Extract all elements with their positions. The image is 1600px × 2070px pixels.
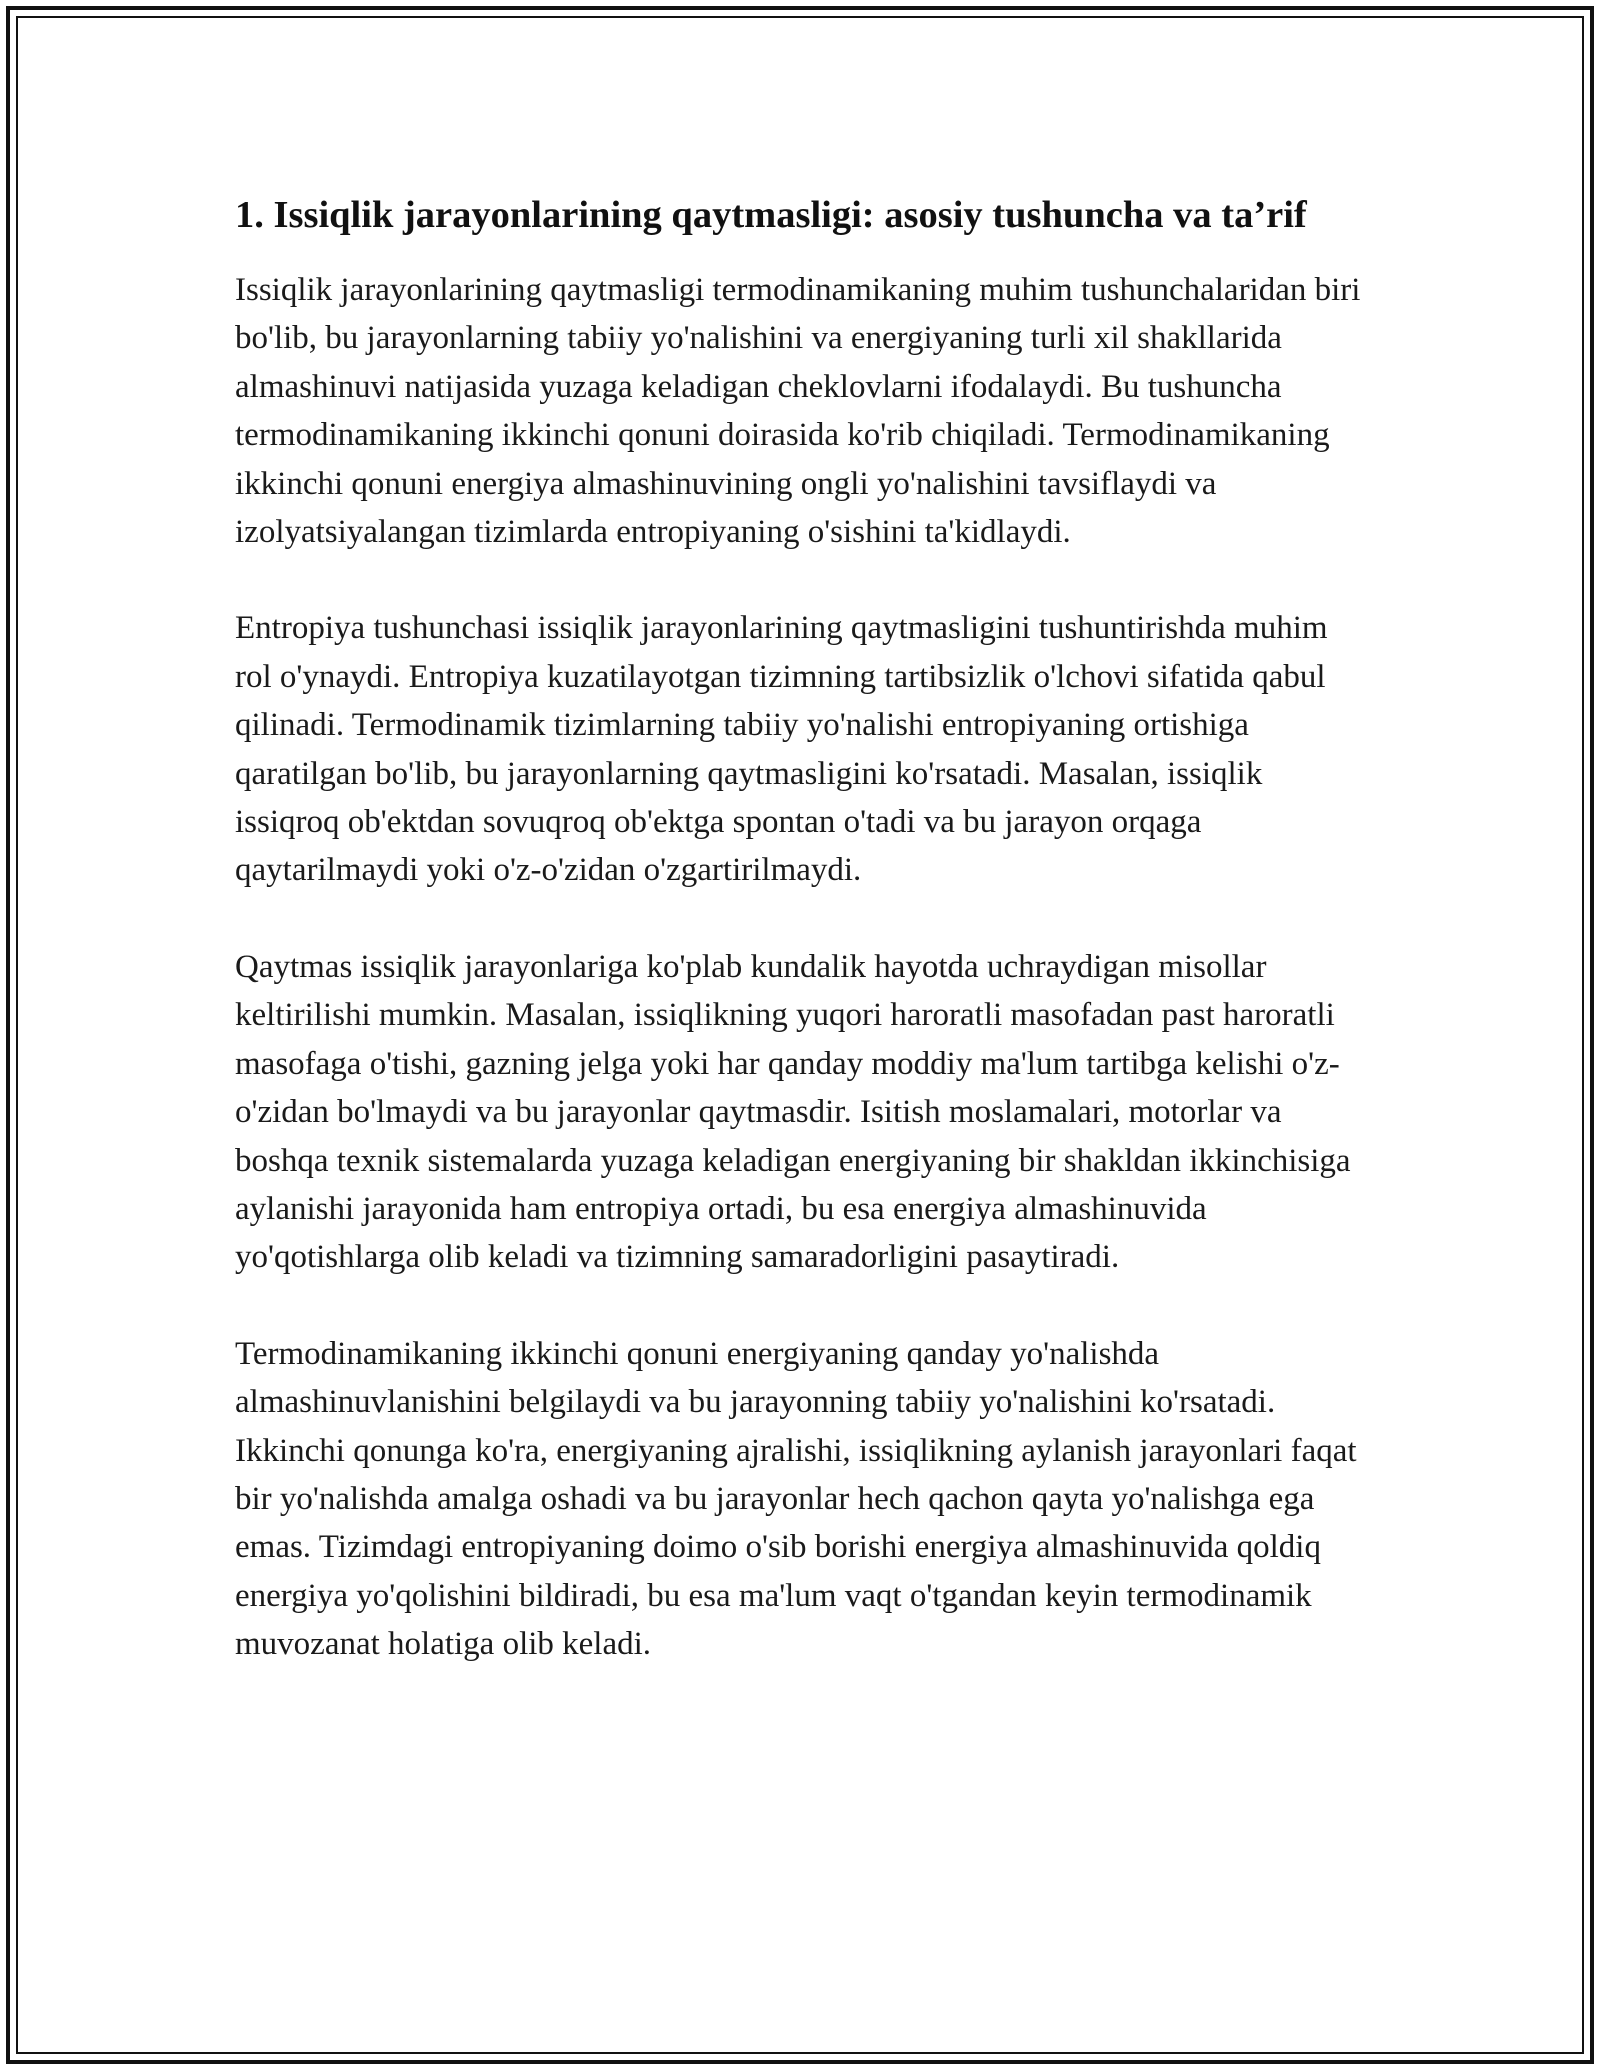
paragraph-4: Termodinamikaning ikkinchi qonuni energiyaning qanday yo'nalishda almashinuvlanishini belgilaydi va bu jarayonning tabiiy yo'nalishini ko'rsatadi. Ikkinchi qonunga ko'ra, energiyaning ajralishi, issiqlikning aylanish jarayonlari faqat bir yo'nalishda amalga oshadi va bu jarayonlar hech qachon qayta yo'nalishga ega emas. Tizimdagi entropiyaning doimo o'sib borishi energiya almashinuvida qoldiq energiya yo'qolishini bildiradi, bu esa ma'lum vaqt o'tgandan keyin termodinamik muvozanat holatiga olib keladi. <box>235 1335 1357 1663</box>
section-heading: 1. Issiqlik jarayonlarining qaytmasligi: asosiy tushuncha va ta’rif <box>235 194 1307 236</box>
paragraph-2: Entropiya tushunchasi issiqlik jarayonlarining qaytmasligini tushuntirishda muhim rol o'ynaydi. Entropiya kuzatilayotgan tizimning tartibsizlik o'lchovi sifatida qabul qilinadi. Termodinamik tizimlarning tabiiy yo'nalishi entropiyaning ortishiga qaratilgan bo'lib, bu jarayonlarning qaytmasligini ko'rsatadi. Masalan, issiqlik issiqroq ob'ektdan sovuqroq ob'ektga spontan o'tadi va bu jarayon orqaga qaytarilmaydi yoki o'z-o'zidan o'zgartirilmaydi. <box>235 610 1328 889</box>
paragraph-1: Issiqlik jarayonlarining qaytmasligi termodinamikaning muhim tushunchalaridan biri bo'lib, bu jarayonlarning tabiiy yo'nalishini va energiyaning turli xil shakllarida almashinuvi natijasida yuzaga keladigan cheklovlarni ifodalaydi. Bu tushuncha termodinamikaning ikkinchi qonuni doirasida ko'rib chiqiladi. Termodinamikaning ikkinchi qonuni energiya almashinuvining ongli yo'nalishini tavsiflaydi va izolyatsiyalangan tizimlarda entropiyaning o'sishini ta'kidlaydi. <box>235 272 1361 551</box>
document-body <box>235 188 1365 1717</box>
paragraph-3: Qaytmas issiqlik jarayonlariga ko'plab kundalik hayotda uchraydigan misollar keltirilishi mumkin. Masalan, issiqlikning yuqori haroratli masofadan past haroratli masofaga o'tishi, gazning jelga yoki har qanday moddiy ma'lum tartibga kelishi o'z-o'zidan bo'lmaydi va bu jarayonlar qaytmasdir. Isitish moslamalari, motorlar va boshqa texnik sistemalarda yuzaga keladigan energiyaning bir shakldan ikkinchisiga aylanishi jarayonida ham entropiya ortadi, bu esa energiya almashinuvida yo'qotishlarga olib keladi va tizimning samaradorligini pasaytiradi. <box>235 948 1351 1276</box>
